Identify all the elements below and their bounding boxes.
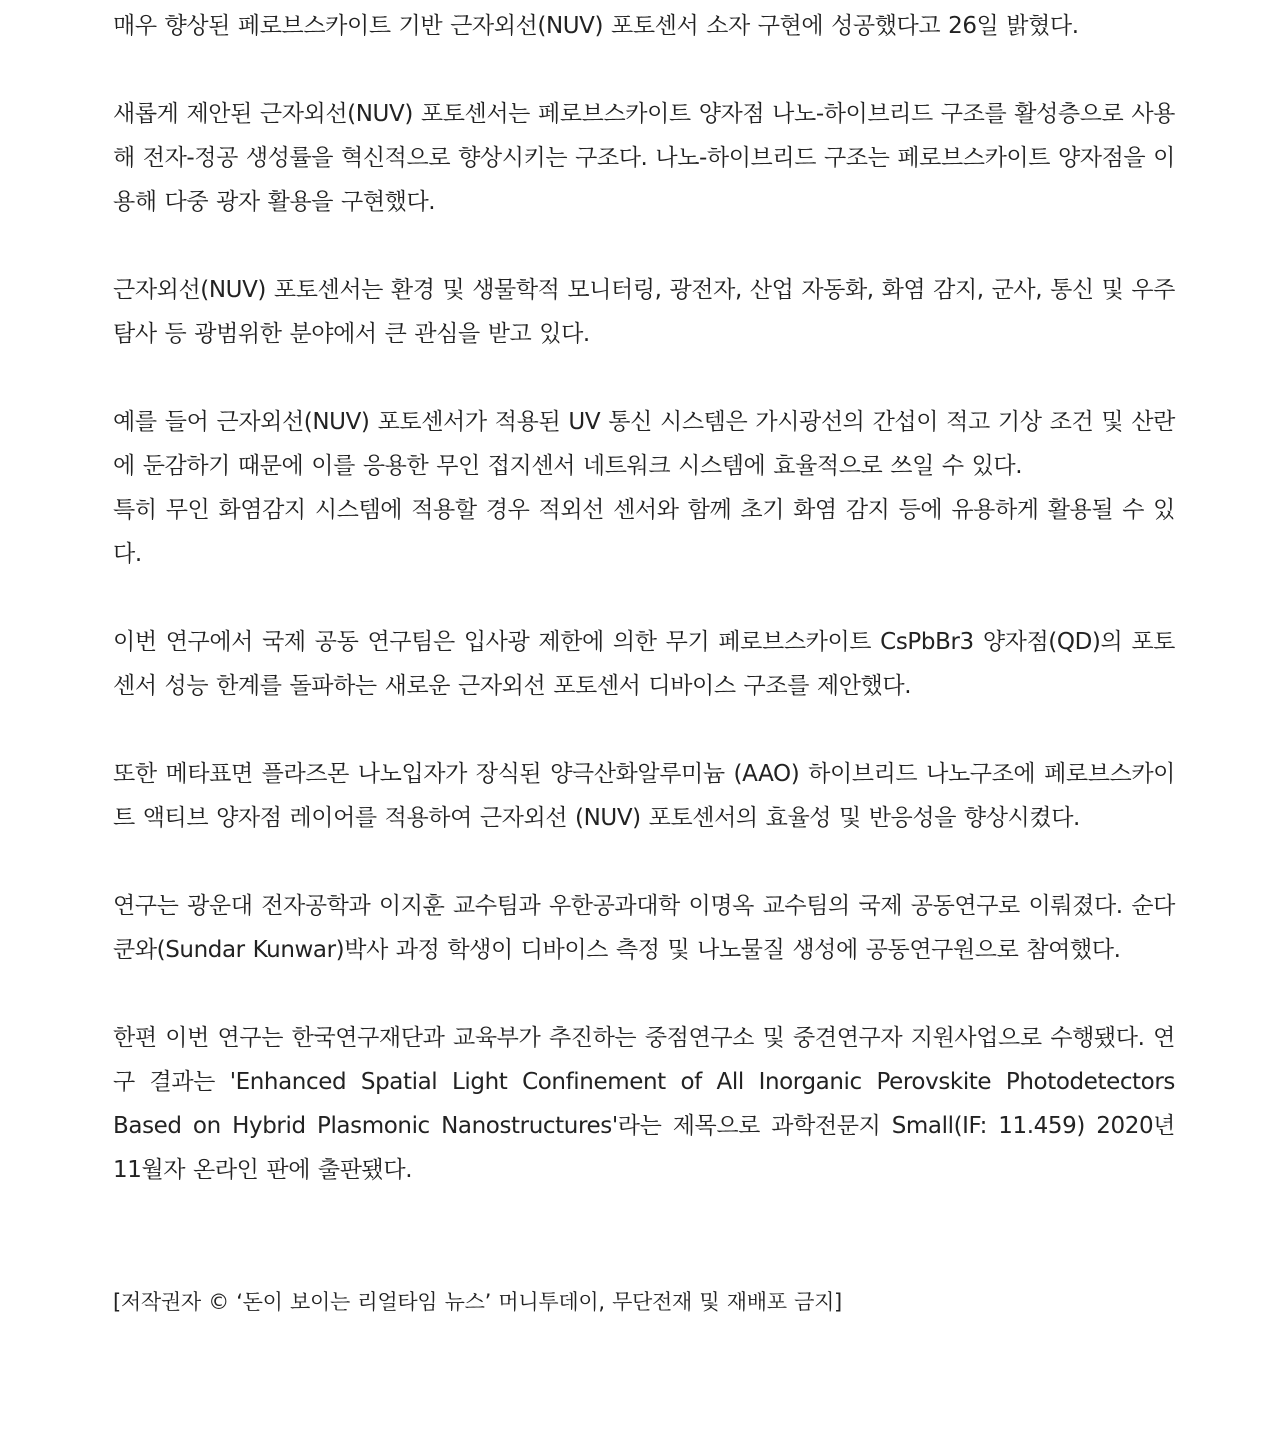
article-paragraph: 또한 메타표면 플라즈몬 나노입자가 장식된 양극산화알루미늄 (AAO) 하이브리드 나노구조에 페로브스카이트 액티브 양자점 레이어를 적용하여 근자외선 (NUV) 포토센서의 효율성 및 반응성을 향상시켰다. (113, 761, 1175, 831)
article-paragraph: 특히 무인 화염감지 시스템에 적용할 경우 적외선 센서와 함께 초기 화염 감지 등에 유용하게 활용될 수 있다. (113, 497, 1175, 567)
article-paragraph: 새롭게 제안된 근자외선(NUV) 포토센서는 페로브스카이트 양자점 나노-하이브리드 구조를 활성층으로 사용해 전자-정공 생성률을 혁신적으로 향상시키는 구조다. 나노-하이브리드 구조는 페로브스카이트 양자점을 이용해 다중 광자 활용을 구현했다. (113, 101, 1175, 215)
article-paragraph: 예를 들어 근자외선(NUV) 포토센서가 적용된 UV 통신 시스템은 가시광선의 간섭이 적고 기상 조건 및 산란에 둔감하기 때문에 이를 응용한 무인 접지센서 네트워크 시스템에 효율적으로 쓰일 수 있다. (113, 409, 1175, 479)
copyright-notice: [저작권자 © ‘돈이 보이는 리얼타임 뉴스’ 머니투데이, 무단전재 및 재배포 금지] (113, 1290, 842, 1314)
article-body (113, 0, 1175, 1324)
article-paragraph: 이번 연구에서 국제 공동 연구팀은 입사광 제한에 의한 무기 페로브스카이트 CsPbBr3 양자점(QD)의 포토센서 성능 한계를 돌파하는 새로운 근자외선 포토센서 디바이스 구조를 제안했다. (113, 629, 1175, 699)
article-paragraph: 근자외선(NUV) 포토센서는 환경 및 생물학적 모니터링, 광전자, 산업 자동화, 화염 감지, 군사, 통신 및 우주 탐사 등 광범위한 분야에서 큰 관심을 받고 있다. (113, 277, 1175, 347)
article-paragraph: 한편 이번 연구는 한국연구재단과 교육부가 추진하는 중점연구소 및 중견연구자 지원사업으로 수행됐다. 연구 결과는 'Enhanced Spatial Light Confinement of All Inorganic Perovskite Photodetectors Based on Hybrid Plasmonic Nanostructures'라는 제목으로 과학전문지 Small(IF: 11.459) 2020년 11월자 온라인 판에 출판됐다. (113, 1025, 1175, 1183)
article-paragraph: 매우 향상된 페로브스카이트 기반 근자외선(NUV) 포토센서 소자 구현에 성공했다고 26일 밝혔다. (113, 13, 1079, 39)
article-paragraph: 연구는 광운대 전자공학과 이지훈 교수팀과 우한공과대학 이명옥 교수팀의 국제 공동연구로 이뤄졌다. 순다 쿤와(Sundar Kunwar)박사 과정 학생이 디바이스 측정 및 나노물질 생성에 공동연구원으로 참여했다. (113, 893, 1175, 963)
